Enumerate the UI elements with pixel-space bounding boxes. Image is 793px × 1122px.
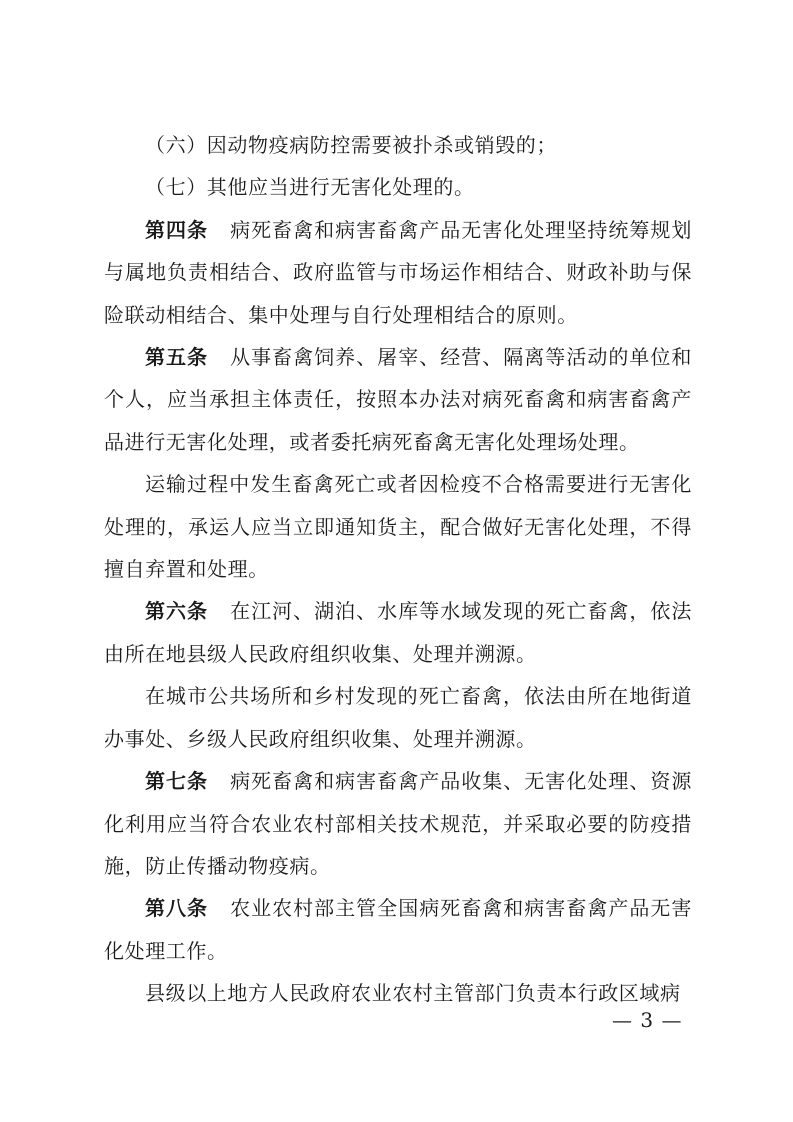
paragraph-text: 县级以上地方人民政府农业农村主管部门负责本行政区域病: [145, 981, 681, 1006]
article-4: [104, 209, 692, 336]
paragraph-text: 运输过程中发生畜禽死亡或者因检疫不合格需要进行无害化处理的，承运人应当立即通知货主，配合做好无害化处理，不得擅自弃置和处理。: [104, 472, 692, 582]
article-heading: 第六条: [145, 599, 209, 624]
document-body: [104, 124, 692, 1015]
paragraph-text: 在城市公共场所和乡村发现的死亡畜禽，依法由所在地街道办事处、乡级人民政府组织收集、处理并溯源。: [104, 684, 692, 751]
article-6-clause-2: [104, 675, 692, 760]
article-heading: 第七条: [145, 769, 209, 794]
article-text: 在江河、湖泊、水库等水域发现的死亡畜禽，依法由所在地县级人民政府组织收集、处理并溯源。: [104, 599, 692, 666]
article-text: 从事畜禽饲养、屠宰、经营、隔离等活动的单位和个人，应当承担主体责任，按照本办法对病死畜禽和病害畜禽产品进行无害化处理，或者委托病死畜禽无害化处理场处理。: [104, 345, 692, 454]
paragraph-item-6: [104, 124, 692, 166]
page-number: — 3 —: [612, 1008, 683, 1032]
article-text: 农业农村部主管全国病死畜禽和病害畜禽产品无害化处理工作。: [104, 896, 692, 963]
article-8: [104, 887, 692, 972]
paragraph-text: （六）因动物疫病防控需要被扑杀或销毁的；: [145, 133, 557, 157]
article-heading: 第八条: [145, 896, 209, 921]
article-7: [104, 760, 692, 887]
article-heading: 第四条: [145, 217, 209, 242]
article-8-clause-2: [104, 972, 692, 1014]
article-5-clause-2: [104, 463, 692, 590]
article-text: 病死畜禽和病害畜禽产品无害化处理坚持统筹规划与属地负责相结合、政府监管与市场运作相结合、财政补助与保险联动相结合、集中处理与自行处理相结合的原则。: [104, 217, 692, 327]
article-6: [104, 590, 692, 675]
article-heading: 第五条: [145, 345, 209, 370]
paragraph-text: （七）其他应当进行无害化处理的。: [145, 175, 475, 200]
paragraph-item-7: [104, 166, 692, 208]
article-text: 病死畜禽和病害畜禽产品收集、无害化处理、资源化利用应当符合农业农村部相关技术规范，并采取必要的防疫措施，防止传播动物疫病。: [104, 769, 692, 878]
article-5: [104, 336, 692, 463]
